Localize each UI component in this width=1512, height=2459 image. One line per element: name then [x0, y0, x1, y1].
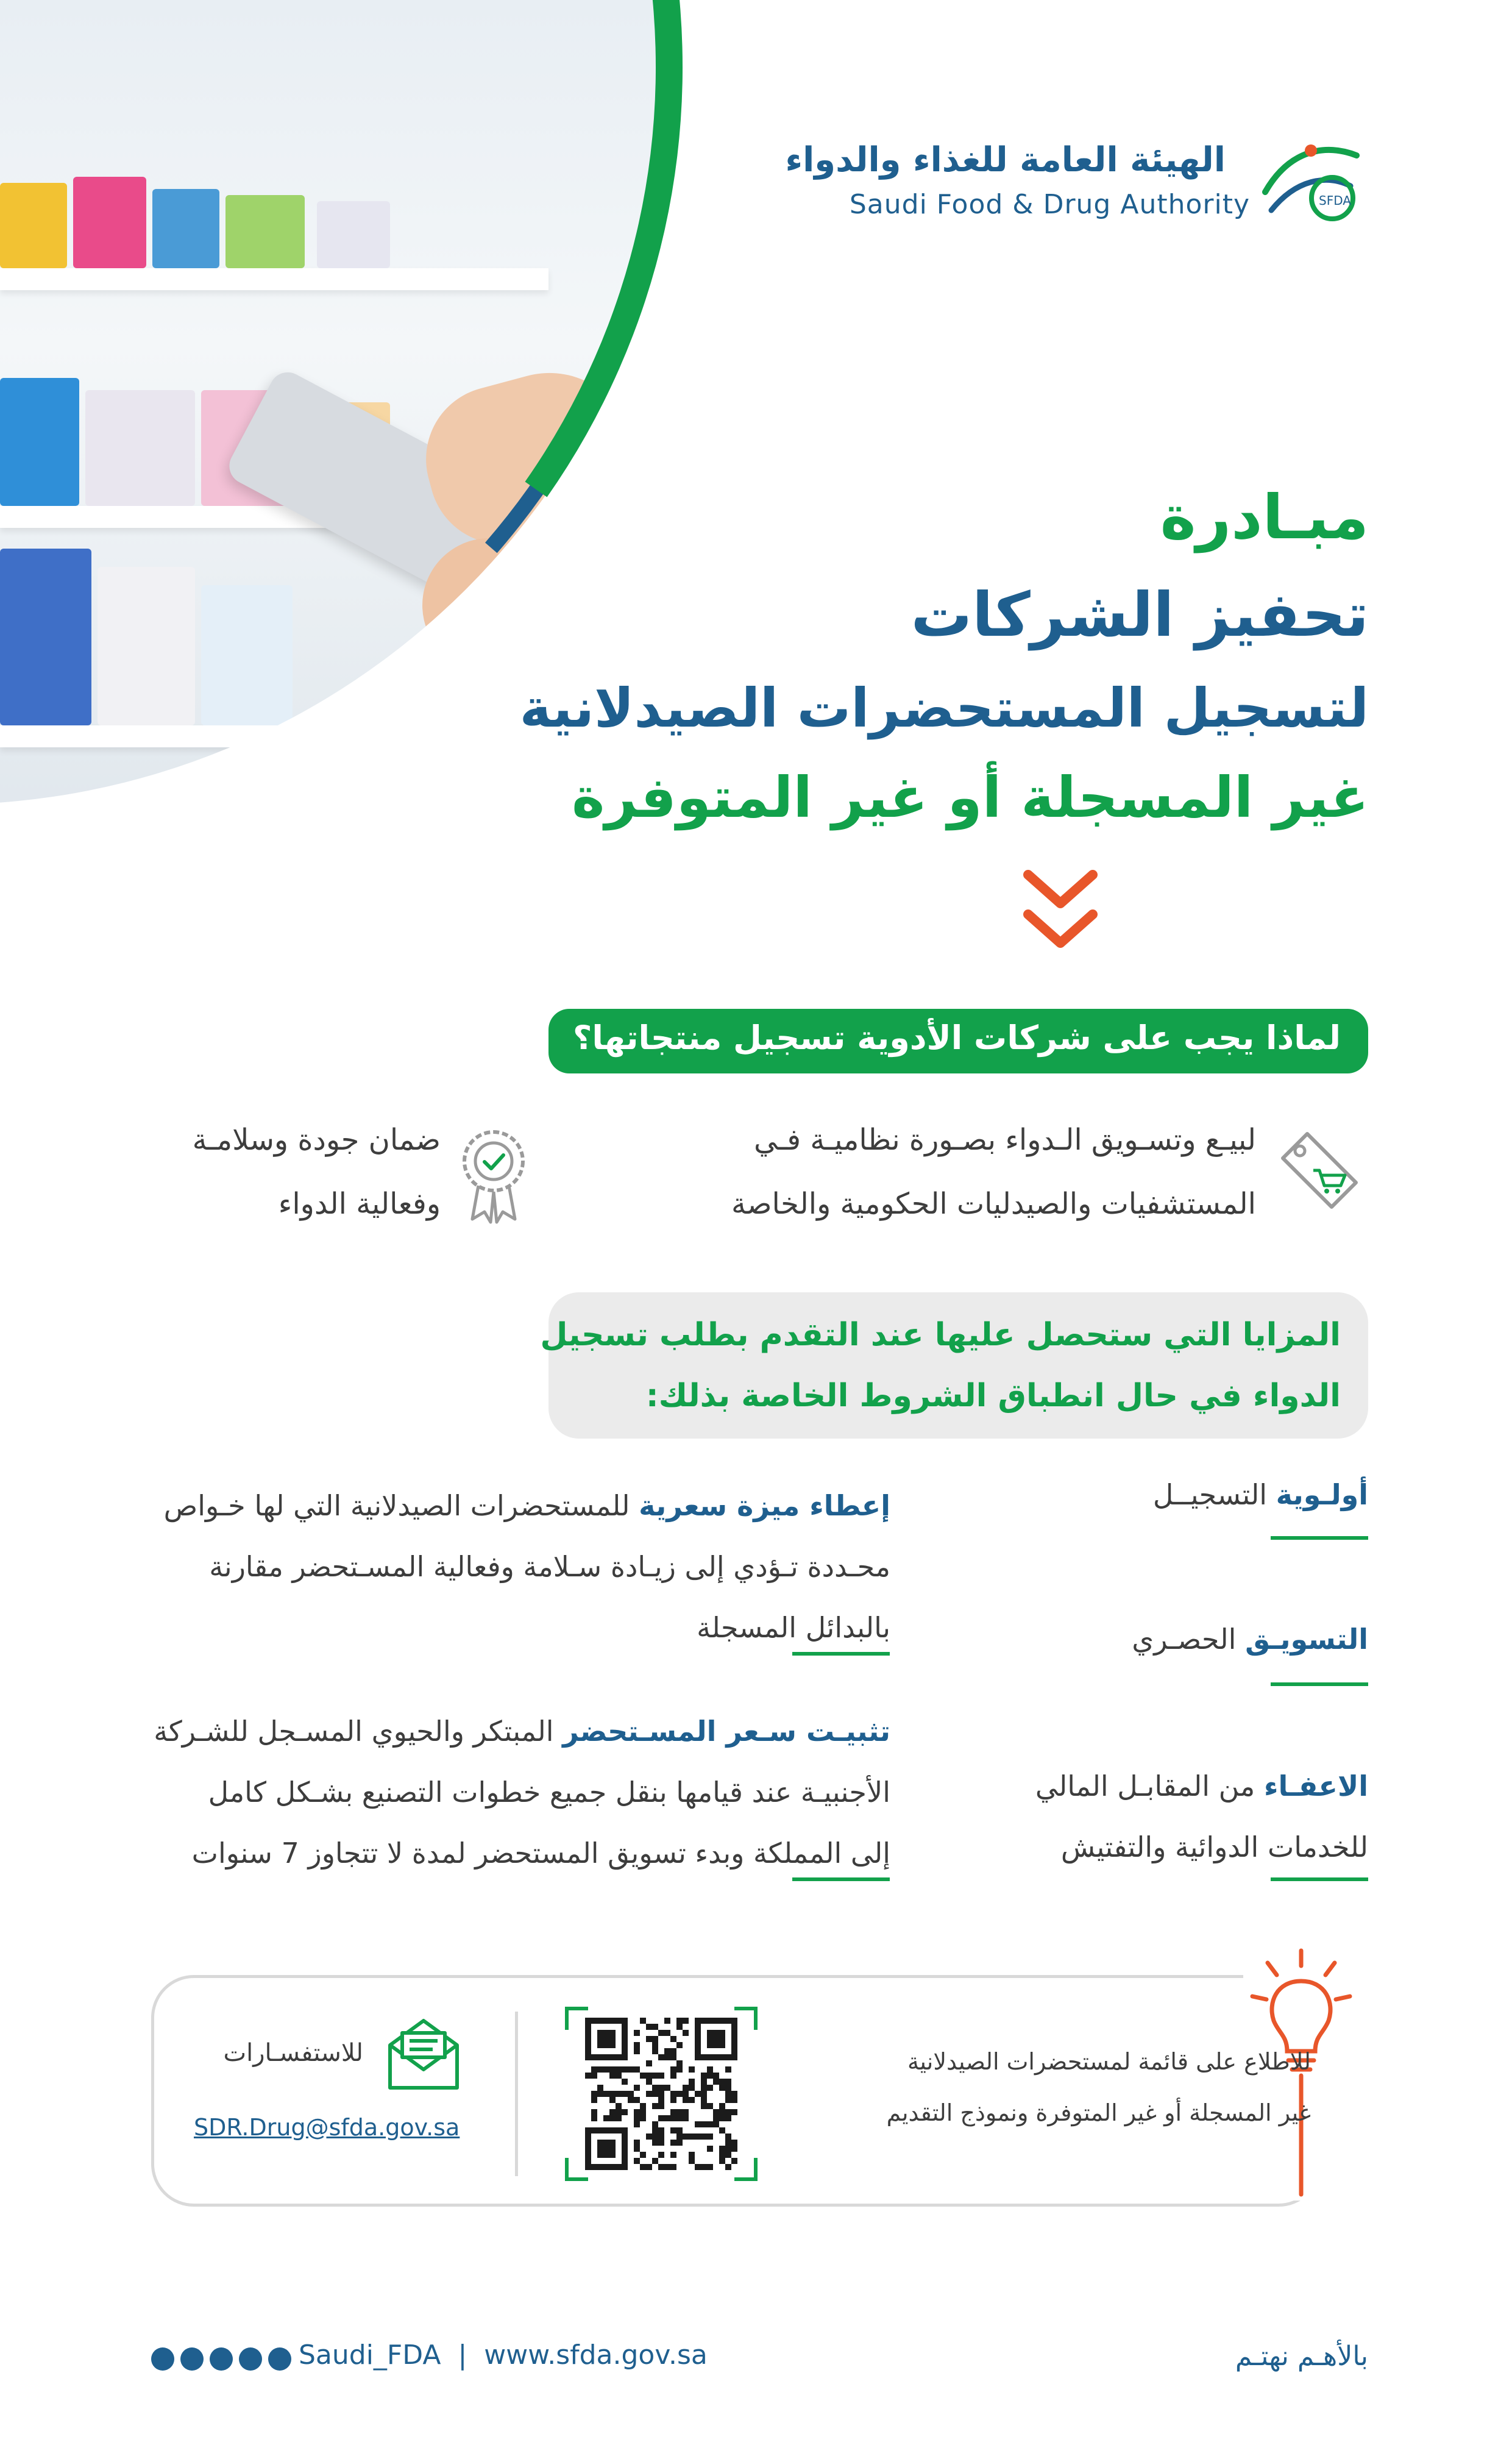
- why-heading-pill: [548, 1009, 1368, 1073]
- benefit-fix-line-2: الأجنبيـة عند قيامها بنقل جميع خطوات التصنيع بشـكل كامل: [208, 1776, 890, 1809]
- benefit-price-line-2: محـددة تـؤدي إلى زيـادة سـلامة وفعالية المسـتحضر مقارنة: [209, 1550, 890, 1583]
- underline: [792, 1652, 890, 1656]
- underline: [1271, 1877, 1368, 1881]
- title-line-3: لتسجيل المستحضرات الصيدلانية: [519, 677, 1369, 739]
- benefit-fix-rest: المبتكر والحيوي المسـجل للشـركة: [154, 1715, 563, 1748]
- logo-badge: SFDA: [1319, 193, 1351, 208]
- list-link-text[interactable]: [887, 2036, 1311, 2138]
- benefits-heading-line-1: المزايا التي ستحصل عليها عند التقدم بطلب تسجيل: [540, 1317, 1341, 1353]
- benefit-price-fixing: [147, 1701, 890, 1884]
- snapchat-icon[interactable]: [180, 2347, 204, 2371]
- benefit-exclusive-rest: الحصـري: [1132, 1623, 1246, 1656]
- benefit-exclusive-bold: التسويـق: [1245, 1623, 1368, 1656]
- quality-badge-icon: [457, 1122, 530, 1225]
- logo-name-en: Saudi Food & Drug Authority: [849, 189, 1250, 220]
- why-heading: لماذا يجب على شركات الأدوية تسجيل منتجاتها؟: [573, 1019, 1341, 1057]
- reason-1: [634, 1108, 1256, 1236]
- reason-1-line-1: لبيـع وتسـويق الـدواء بصـورة نظاميـة فـي: [754, 1123, 1256, 1157]
- benefit-priority: [1153, 1478, 1368, 1511]
- logo-name-ar: الهيئة العامة للغذاء والدواء: [785, 140, 1226, 180]
- benefit-fix-bold: تثبيـت سـعر المسـتحضر: [563, 1715, 890, 1748]
- reason-2-line-2: وفعالية الدواء: [278, 1187, 441, 1221]
- double-chevron-down-icon: [1021, 866, 1100, 957]
- title-line-4: غير المسجلة أو غير المتوفرة: [572, 765, 1369, 830]
- reason-2: [136, 1108, 441, 1236]
- underline: [792, 1877, 890, 1881]
- benefit-priority-rest: التسجيــل: [1152, 1478, 1276, 1511]
- list-link-line-1: للاطلاع على قائمة لمستحضرات الصيدلانية: [907, 2048, 1311, 2075]
- benefit-exemption-line-2: للخدمات الدوائية والتفتيش: [1060, 1831, 1368, 1863]
- underline: [1271, 1536, 1368, 1540]
- benefit-price-bold: إعطاء ميزة سعرية: [639, 1489, 890, 1522]
- benefits-heading-line-2: الدواء في حال انطباق الشروط الخاصة بذلك:: [645, 1378, 1341, 1414]
- benefits-heading: [540, 1304, 1341, 1426]
- benefit-fee-exemption: [1035, 1756, 1368, 1877]
- social-handle[interactable]: Saudi_FDA: [299, 2340, 441, 2371]
- benefit-priority-bold: أولـوية: [1276, 1478, 1368, 1511]
- social-icons: [151, 2344, 291, 2374]
- underline: [1271, 1682, 1368, 1686]
- reason-2-line-1: ضمان جودة وسلامـة: [192, 1123, 441, 1157]
- facebook-icon[interactable]: [268, 2347, 291, 2371]
- qr-code[interactable]: [564, 2005, 759, 2182]
- price-tag-cart-icon: [1271, 1122, 1368, 1219]
- benefit-exemption-rest: من المقابـل المالي: [1035, 1770, 1264, 1802]
- envelope-icon: [384, 2018, 463, 2091]
- twitter-icon[interactable]: [151, 2347, 174, 2371]
- benefits-heading-pill: [540, 1292, 1368, 1439]
- sfda-logo-icon: [1253, 137, 1369, 229]
- benefit-price-advantage: [147, 1475, 890, 1658]
- inquiries-label: للاستفسـارات: [223, 2039, 363, 2067]
- benefit-exclusive-marketing: [1132, 1623, 1368, 1656]
- footer-slogan: بالأهـم نهتـم: [1235, 2341, 1368, 2372]
- benefit-price-line-3: بالبدائل المسجلة: [697, 1611, 890, 1644]
- title-line-1: مبـادرة: [1160, 482, 1369, 553]
- title-line-2: تحفيز الشركات: [910, 579, 1369, 650]
- list-link-line-2: غير المسجلة أو غير المتوفرة ونموذج التقديم: [886, 2099, 1311, 2126]
- benefit-fix-line-3: إلى المملكة وبدء تسويق المستحضر لمدة لا تتجاوز 7 سنوات: [191, 1837, 890, 1870]
- reason-1-line-2: المستشفيات والصيدليات الحكومية والخاصة: [731, 1187, 1256, 1221]
- youtube-icon[interactable]: [239, 2347, 262, 2371]
- footer-separator: |: [458, 2340, 467, 2371]
- email-link[interactable]: SDR.Drug@sfda.gov.sa: [194, 2114, 460, 2141]
- benefit-exemption-bold: الاعفـاء: [1263, 1770, 1368, 1802]
- benefit-price-rest: للمستحضرات الصيدلانية التي لها خـواص: [163, 1489, 639, 1522]
- instagram-icon[interactable]: [210, 2347, 233, 2371]
- sfda-logo: [1253, 137, 1369, 229]
- footer-links: [299, 2340, 708, 2371]
- divider: [515, 2012, 518, 2176]
- website-link[interactable]: www.sfda.gov.sa: [484, 2340, 708, 2371]
